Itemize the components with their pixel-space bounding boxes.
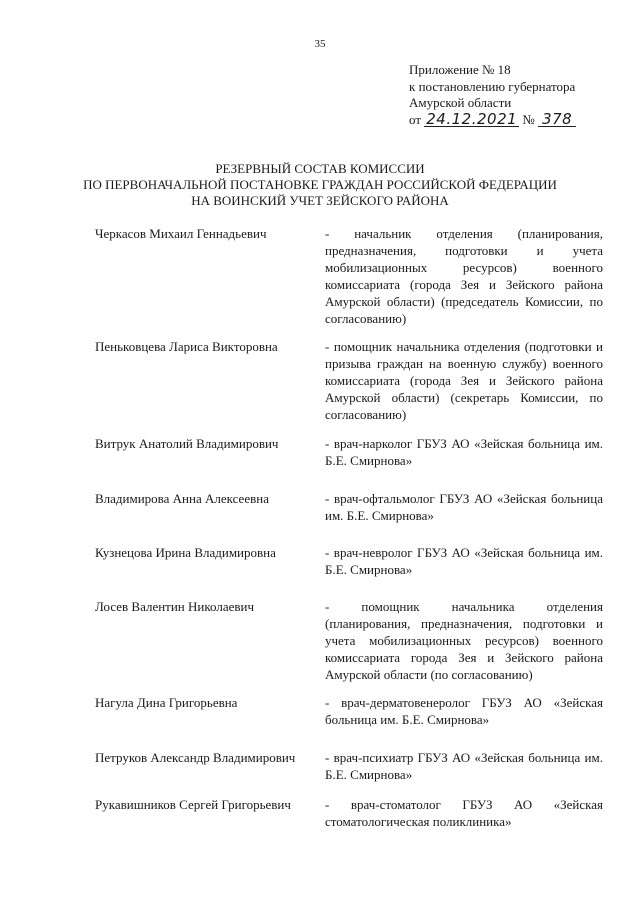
member-name: Пеньковцева Лариса Викторовна	[95, 339, 278, 354]
member-role: - врач-стоматолог ГБУЗ АО «Зейская стоматологическая поликлиника»	[325, 797, 603, 829]
member-name: Лосев Валентин Николаевич	[95, 599, 255, 614]
document-title	[0, 161, 640, 209]
member-role: - помощник начальника отделения (подготовки и призыва граждан на военную службу) военного комиссариата (города Зея и Зейского района Амурской области) (секретарь Комиссии, по согласованию)	[325, 339, 603, 422]
number-prefix: №	[522, 111, 535, 127]
member-name: Петруков Александр Владимирович	[95, 750, 296, 765]
member-name: Черкасов Михаил Геннадьевич	[95, 226, 267, 241]
member-name: Рукавишников Сергей Григорьевич	[95, 797, 291, 812]
member-role: - врач-невролог ГБУЗ АО «Зейская больница им. Б.Е. Смирнова»	[325, 545, 603, 577]
member-name: Владимирова Анна Алексеевна	[95, 491, 269, 506]
member-role: - врач-психиатр ГБУЗ АО «Зейская больница им. Б.Е. Смирнова»	[325, 750, 603, 782]
date-prefix: от	[409, 111, 422, 127]
member-role: - врач-дерматовенеролог ГБУЗ АО «Зейская больница им. Б.Е. Смирнова»	[325, 695, 603, 727]
member-name: Витрук Анатолий Владимирович	[95, 436, 279, 451]
member-role: - помощник начальника отделения (планирования, предназначения, подготовки и учета мобилизационных ресурсов) военного комиссариата города Зея и Зейского района Амурской области (по согласованию)	[325, 599, 603, 682]
handwritten-number: 378	[538, 112, 576, 127]
member-name: Кузнецова Ирина Владимировна	[95, 545, 276, 560]
handwritten-date: 24.12.2021	[426, 109, 518, 128]
appendix-line-1: Приложение № 18	[409, 62, 511, 77]
member-name: Нагула Дина Григорьевна	[95, 695, 238, 710]
title-line-2: ПО ПЕРВОНАЧАЛЬНОЙ ПОСТАНОВКЕ ГРАЖДАН РОССИЙСКОЙ ФЕДЕРАЦИИ	[83, 177, 557, 192]
appendix-line-3: Амурской области	[409, 95, 512, 110]
title-line-3: НА ВОИНСКИЙ УЧЕТ ЗЕЙСКОГО РАЙОНА	[191, 193, 449, 208]
member-role: - врач-нарколог ГБУЗ АО «Зейская больница им. Б.Е. Смирнова»	[325, 436, 603, 468]
appendix-block	[409, 62, 576, 128]
member-role: - начальник отделения (планирования, предназначения, подготовки и учета мобилизационных ресурсов) военного комиссариата (города Зея и Зейского района Амурской области) (председатель Комиссии, по согласованию)	[325, 226, 603, 326]
title-line-1: РЕЗЕРВНЫЙ СОСТАВ КОМИССИИ	[215, 161, 425, 176]
page-number: 35	[314, 38, 326, 50]
appendix-line-2: к постановлению губернатора	[409, 78, 576, 94]
member-role: - врач-офтальмолог ГБУЗ АО «Зейская больница им. Б.Е. Смирнова»	[325, 491, 603, 523]
appendix-date-line	[409, 109, 576, 129]
